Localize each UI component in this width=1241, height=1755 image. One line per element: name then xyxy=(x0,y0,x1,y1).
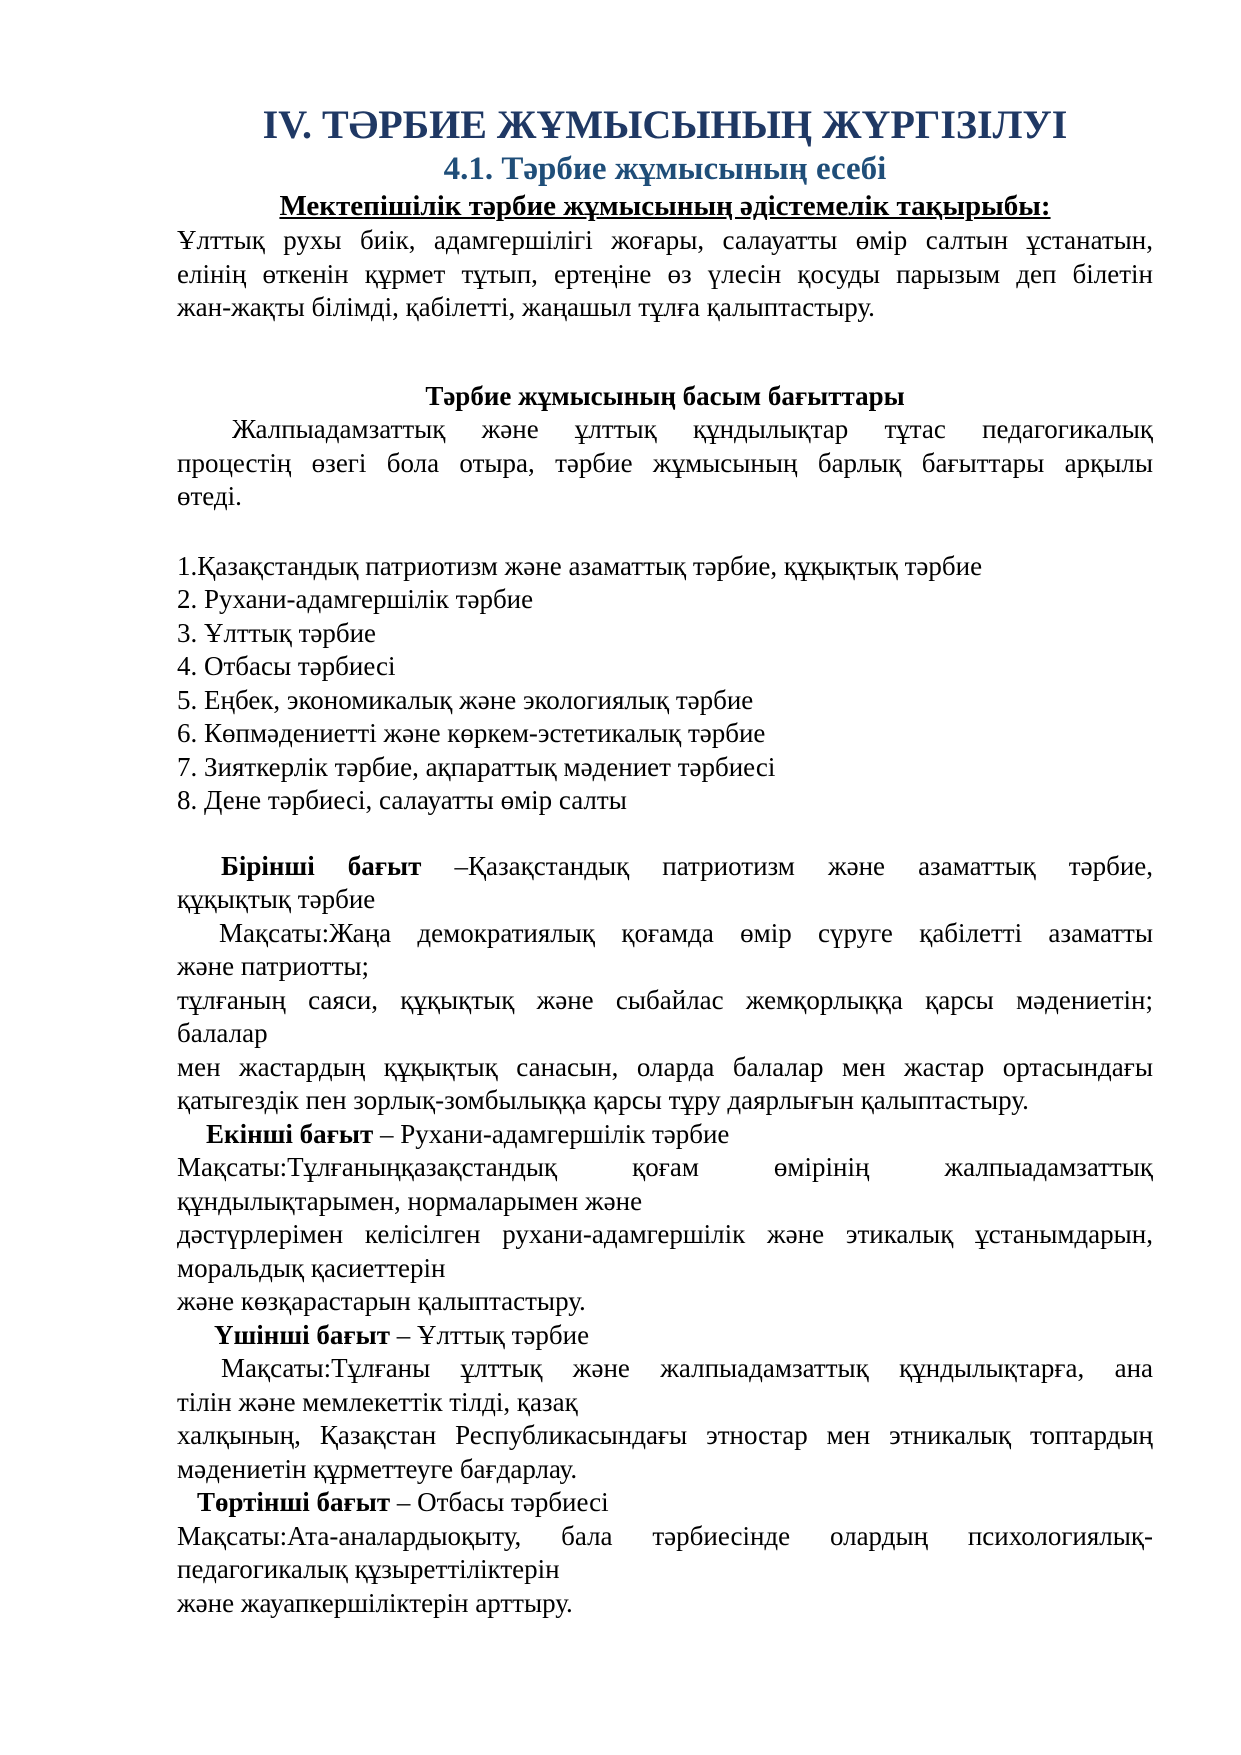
text-line xyxy=(177,1118,1153,1152)
text-run: – Отбасы тәрбиесі xyxy=(390,1487,609,1517)
text-line xyxy=(177,917,1153,951)
document-title: IV. ТӘРБИЕ ЖҰМЫСЫНЫҢ ЖҮРГІЗІЛУІ xyxy=(262,102,1068,147)
text-run: 1.Қазақстандық патриотизм және азаматтық тәрбие, құқықтық тәрбие xyxy=(177,550,983,581)
text-run: Мақсаты:Тұлғаныңқазақстандық қоғам өмірінің жалпыадамзаттық xyxy=(177,1152,1153,1182)
method-heading-text: Мектепішілік тәрбие жұмысының әдістемелік тақырыбы: xyxy=(279,190,1051,222)
text-line xyxy=(177,1486,1153,1520)
text-run: Ұлттық рухы биік, адамгершілігі жоғары, салауатты өмір салтын ұстанатын, xyxy=(177,225,1153,255)
text-run: моральдық қасиеттерін xyxy=(177,1252,446,1283)
text-line xyxy=(177,291,1153,325)
list-item xyxy=(177,784,1153,818)
text-line xyxy=(177,1520,1153,1554)
text-run: Мақсаты:Ата-аналардыоқыту, бала тәрбиесінде олардың психологиялық- xyxy=(177,1520,1153,1551)
method-heading xyxy=(177,188,1153,224)
text-run: қатыгездік пен зорлық-зомбылыққа қарсы тұру даярлығын қалыптастыру. xyxy=(177,1085,1029,1115)
list-item xyxy=(177,550,1153,584)
text-line xyxy=(177,447,1153,481)
text-line xyxy=(177,1285,1153,1319)
bold-run: Бірінші бағыт xyxy=(221,850,455,881)
text-line xyxy=(177,1218,1153,1252)
text-line xyxy=(177,950,1153,984)
text-line xyxy=(177,1017,1153,1051)
text-run: –Қазақстандық патриотизм және азаматтық тәрбие, xyxy=(454,850,1154,881)
text-line xyxy=(177,1051,1153,1085)
text-line xyxy=(177,883,1153,917)
bold-run: Төртінші бағыт xyxy=(197,1487,391,1517)
text-line xyxy=(177,1084,1153,1118)
text-run: тұлғаның саяси, құқықтық және сыбайлас жемқорлыққа қарсы мәдениетін; xyxy=(177,984,1153,1015)
text-run: және жауапкершіліктерін арттыру. xyxy=(177,1587,573,1618)
text-run: 7. Зияткерлік тәрбие, ақпараттық мәдениет тәрбиесі xyxy=(177,751,776,782)
list-item xyxy=(177,617,1153,651)
document-subtitle: 4.1. Тәрбие жұмысының есебі xyxy=(443,151,887,187)
text-line xyxy=(177,1453,1153,1487)
text-line xyxy=(177,1386,1153,1420)
text-run: дәстүрлерімен келісілген рухани-адамгершілік және этикалық ұстанымдарын, xyxy=(177,1219,1153,1249)
list-item xyxy=(177,717,1153,751)
text-run: тілін және мемлекеттік тілді, қазақ xyxy=(177,1386,578,1417)
text-line xyxy=(177,258,1153,292)
text-run: 8. Дене тәрбиесі, салауатты өмір салты xyxy=(177,785,627,815)
text-run: педагогикалық құзыреттіліктерін xyxy=(177,1554,560,1584)
text-run: өтеді. xyxy=(177,481,242,511)
bold-run: Тәрбие жұмысының басым бағыттары xyxy=(425,380,905,411)
text-line xyxy=(177,850,1153,884)
text-run: елінің өткенін құрмет тұтып, ертеңіне өз үлесін қосуды парызым деп білетін xyxy=(177,258,1153,289)
list-item xyxy=(177,684,1153,718)
text-run: және көзқарастарын қалыптастыру. xyxy=(177,1286,586,1316)
text-run: балалар xyxy=(177,1018,268,1048)
text-run: халқының, Қазақстан Республикасындағы этностар мен этникалық топтардың xyxy=(177,1420,1153,1450)
text-line xyxy=(177,1587,1153,1621)
text-line xyxy=(177,413,1153,447)
text-line xyxy=(177,1352,1153,1386)
list-item xyxy=(177,583,1153,617)
bold-run: Екінші бағыт xyxy=(206,1118,374,1149)
bold-run: Үшінші бағыт xyxy=(214,1319,391,1350)
text-line xyxy=(177,480,1153,514)
text-line xyxy=(177,1252,1153,1286)
text-run: 5. Еңбек, экономикалық және экологиялық тәрбие xyxy=(177,684,754,715)
text-run: 2. Рухани-адамгершілік тәрбие xyxy=(177,584,534,614)
text-run: процестің өзегі бола отыра, тәрбие жұмысының барлық бағыттары арқылы xyxy=(177,447,1153,478)
list-item xyxy=(177,751,1153,785)
text-run: және патриотты; xyxy=(177,951,370,981)
document-lines xyxy=(177,224,1153,1620)
text-run: құқықтық тәрбие xyxy=(177,884,376,914)
text-line xyxy=(177,1553,1153,1587)
text-line xyxy=(177,1319,1153,1353)
text-run: құндылықтарымен, нормаларымен және xyxy=(177,1185,643,1216)
text-run: 6. Көпмәдениетті және көркем-эстетикалық тәрбие xyxy=(177,718,766,748)
text-run: – Ұлттық тәрбие xyxy=(390,1319,590,1350)
text-line xyxy=(177,1419,1153,1453)
text-run: – Рухани-адамгершілік тәрбие xyxy=(373,1118,730,1149)
text-line xyxy=(177,224,1153,258)
text-line xyxy=(177,1151,1153,1185)
text-run: Мақсаты:Тұлғаны ұлттық және жалпыадамзаттық құндылықтарға, ана xyxy=(221,1353,1153,1383)
text-run: жан-жақты білімді, қабілетті, жаңашыл тұлға қалыптастыру. xyxy=(177,292,875,322)
text-run: 4. Отбасы тәрбиесі xyxy=(177,651,396,681)
text-run: мәдениетін құрметтеуге бағдарлау. xyxy=(177,1453,578,1484)
text-run: Мақсаты:Жаңа демократиялық қоғамда өмір сүруге қабілетті азаматты xyxy=(219,917,1153,948)
text-line xyxy=(177,984,1153,1018)
section-heading xyxy=(177,380,1153,414)
text-run: мен жастардың құқықтық санасын, оларда балалар мен жастар ортасындағы xyxy=(177,1051,1153,1082)
list-item xyxy=(177,650,1153,684)
text-run: Жалпыадамзаттық және ұлттық құндылықтар тұтас педагогикалық xyxy=(232,414,1153,444)
text-line xyxy=(177,1185,1153,1219)
text-run: 3. Ұлттық тәрбие xyxy=(177,617,377,648)
